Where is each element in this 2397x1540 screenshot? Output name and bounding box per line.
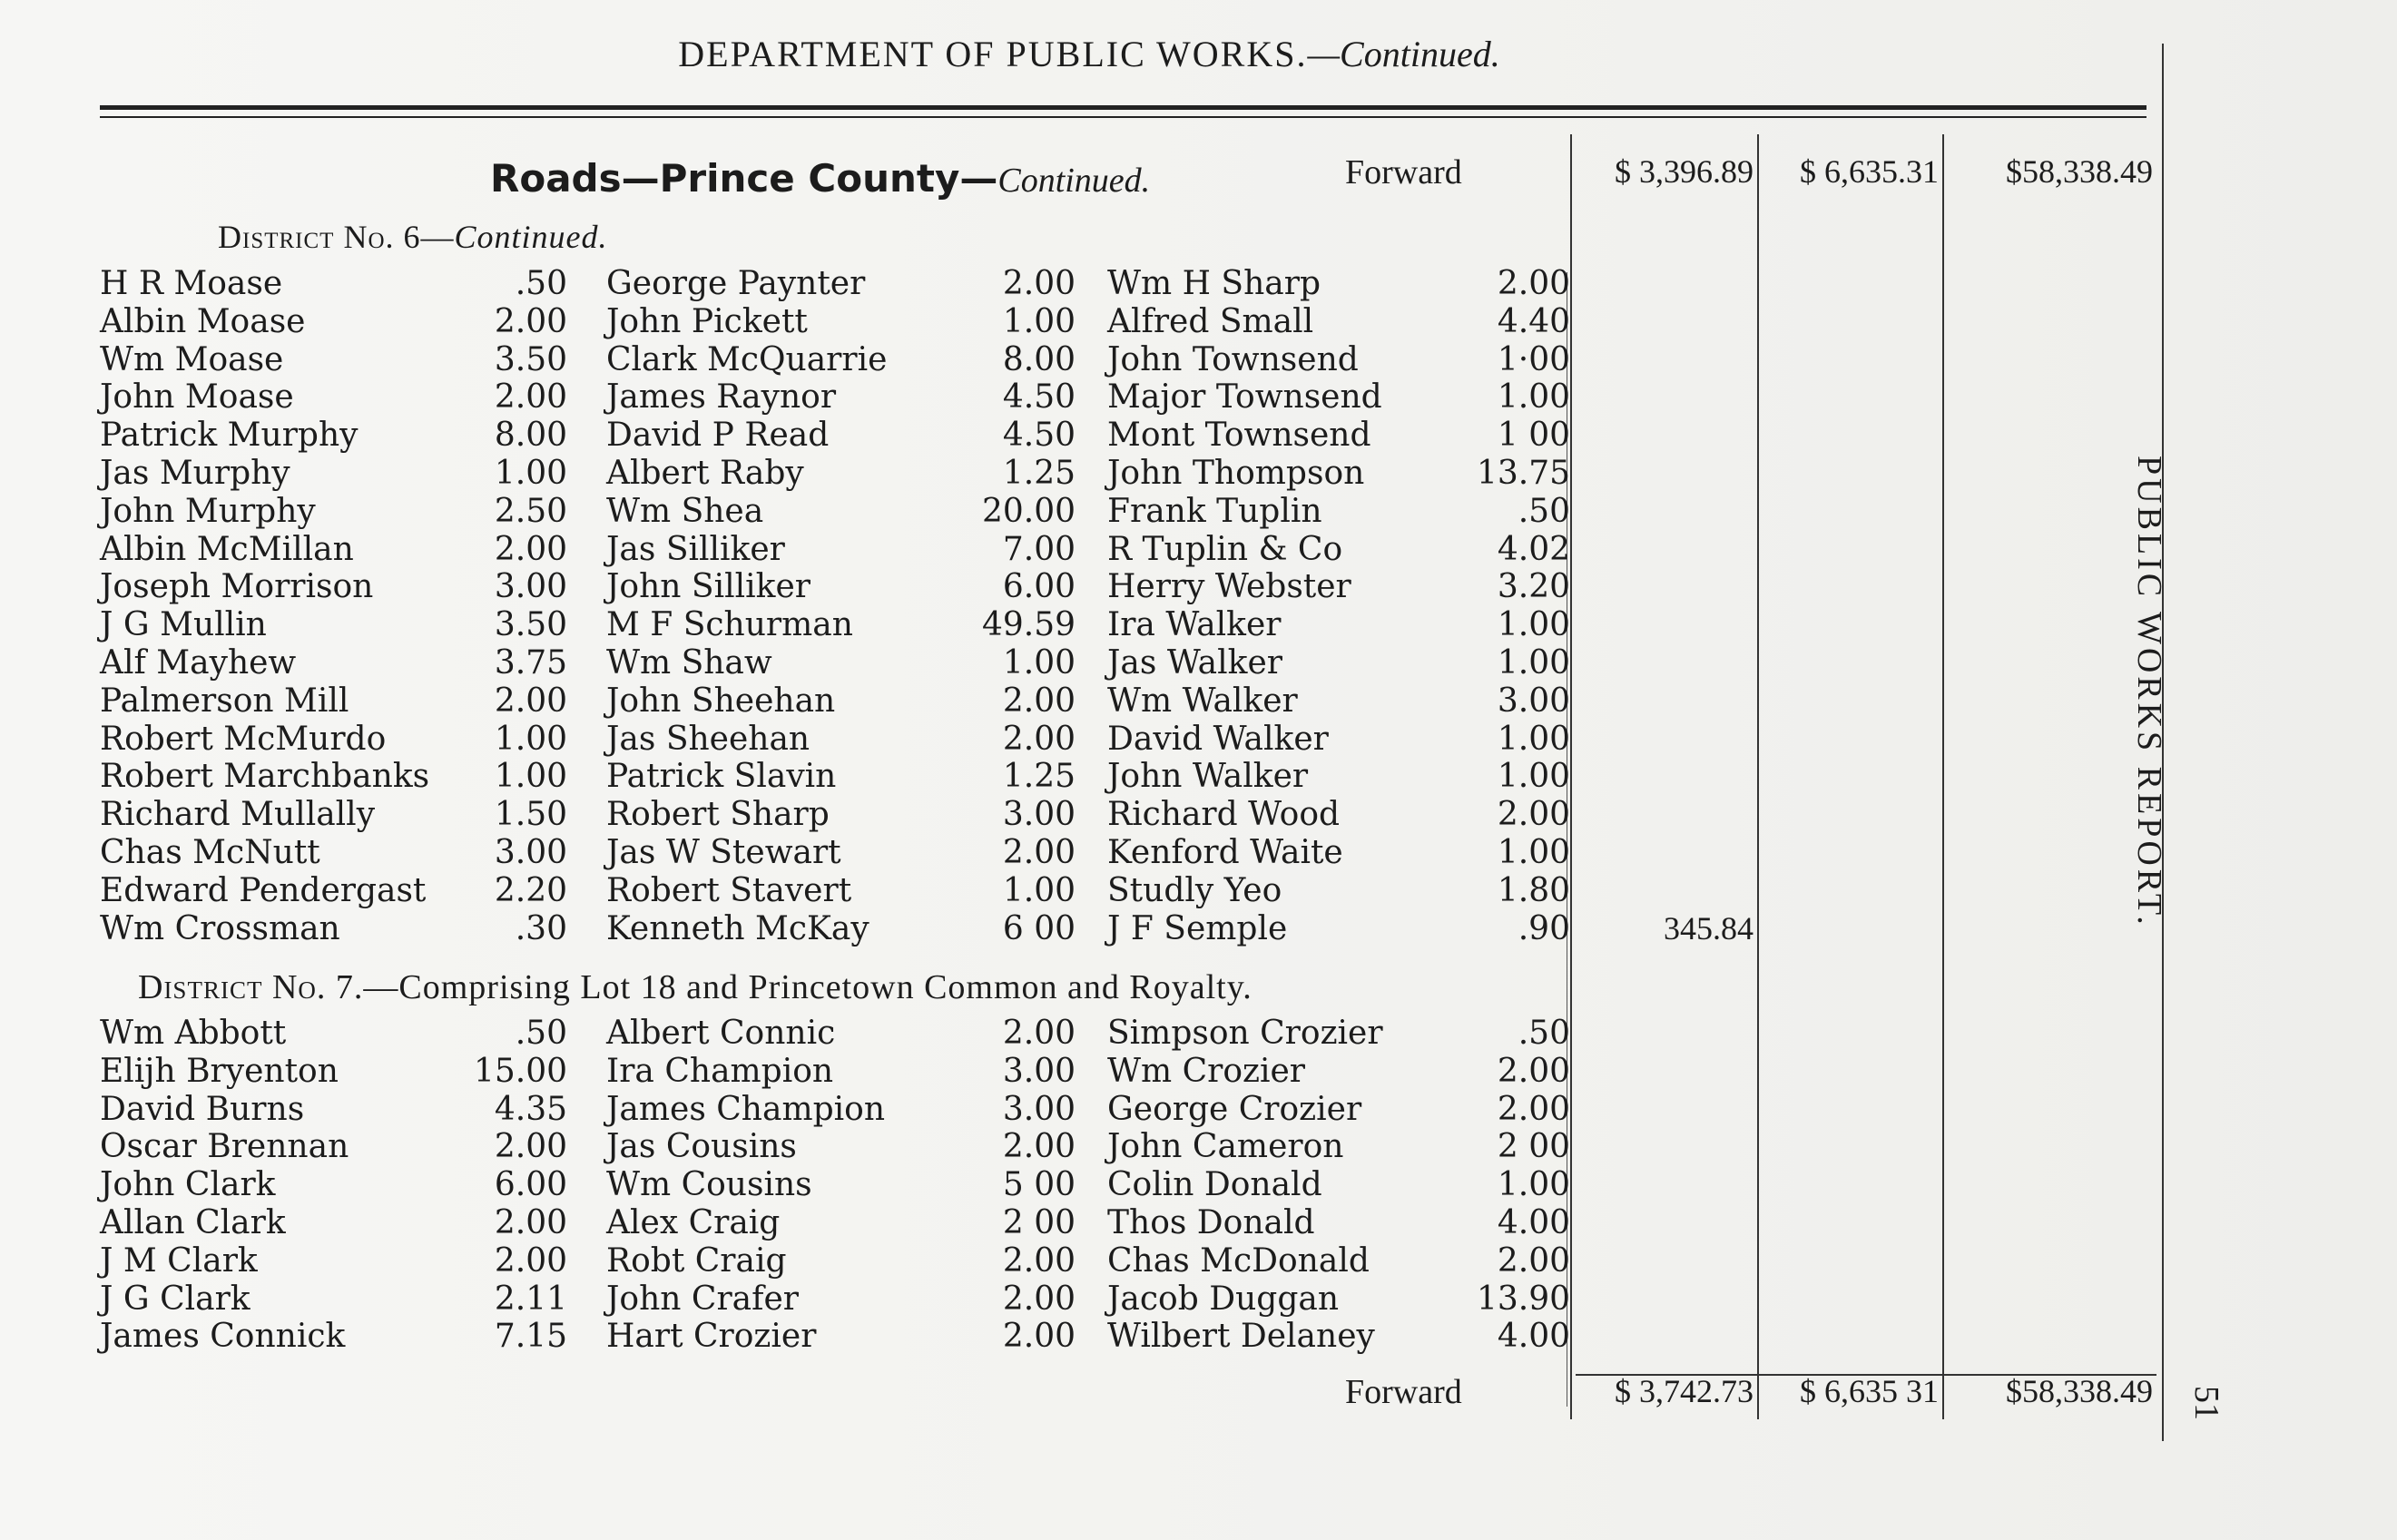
name-col-1: Jas Murphy	[100, 455, 290, 492]
amount-col-2: 4.50	[1002, 417, 1076, 455]
amount-col-1: .30	[515, 909, 567, 947]
header-rule-thick	[100, 105, 2146, 110]
table-row	[100, 340, 1570, 379]
amount-col-2: 2.00	[1002, 682, 1076, 720]
amount-col-2: 3.00	[1002, 796, 1076, 834]
amount-col-3: 3.20	[1497, 568, 1570, 606]
amount-col-3: 1.00	[1497, 378, 1570, 417]
name-col-2: M F Schurman	[606, 606, 853, 644]
name-col-1: John Clark	[100, 1166, 276, 1204]
forward-bottom-amount-3: $58,338.49	[2006, 1373, 2153, 1409]
table-row	[100, 1204, 1570, 1242]
amount-col-2: 1.00	[1002, 871, 1076, 909]
forward-label-top: Forward	[1345, 153, 1462, 191]
name-col-3: Thos Donald	[1107, 1204, 1315, 1241]
name-col-1: Joseph Morrison	[100, 568, 374, 606]
section-title-suffix: Continued.	[997, 162, 1151, 200]
name-col-2: Hart Crozier	[606, 1318, 817, 1356]
name-col-2: Jas Sheehan	[606, 720, 810, 758]
table-row	[100, 644, 1570, 682]
amount-col-3: 4.40	[1497, 302, 1570, 340]
name-col-3: Herry Webster	[1107, 568, 1351, 606]
amount-col-2: 49.59	[981, 606, 1076, 644]
district-7-label: District No. 7.	[138, 968, 364, 1006]
table-row	[100, 682, 1570, 721]
amount-col-3: 1.80	[1497, 871, 1570, 909]
table-row	[100, 265, 1570, 303]
name-col-1: J G Clark	[100, 1280, 251, 1318]
amount-col-2: 1.00	[1002, 302, 1076, 340]
table-row	[100, 720, 1570, 759]
amount-col-1: 4.35	[494, 1090, 567, 1128]
name-col-3: Simpson Crozier	[1107, 1015, 1383, 1052]
amount-col-1: 1.00	[494, 720, 567, 758]
amount-col-1: 2.20	[494, 871, 567, 909]
name-col-1: J M Clark	[100, 1241, 258, 1280]
name-col-1: Wm Crossman	[100, 909, 340, 947]
amount-col-1: 2.00	[494, 530, 567, 568]
name-col-3: John Thompson	[1107, 455, 1365, 492]
table-row	[100, 302, 1570, 341]
amount-col-2: 2.00	[1002, 1280, 1076, 1318]
name-col-2: Clark McQuarrie	[606, 340, 888, 378]
table-row	[100, 568, 1570, 606]
name-col-1: J G Mullin	[100, 606, 267, 644]
name-col-3: Major Townsend	[1107, 378, 1382, 417]
name-col-1: Wm Moase	[100, 340, 284, 378]
name-col-1: Edward Pendergast	[100, 871, 427, 909]
amount-col-1: 3.00	[494, 568, 567, 606]
name-col-1: John Murphy	[100, 492, 316, 530]
amount-col-2: 6.00	[1002, 568, 1076, 606]
amount-col-1: 1.00	[494, 455, 567, 492]
amount-col-3: 4.02	[1497, 530, 1570, 568]
page-title-text: DEPARTMENT OF PUBLIC WORKS.	[678, 34, 1308, 74]
name-col-3: George Crozier	[1107, 1090, 1362, 1128]
name-col-2: Wm Shaw	[606, 644, 772, 682]
name-col-2: Kenneth McKay	[606, 909, 869, 947]
name-col-1: Chas McNutt	[100, 834, 320, 871]
amount-col-3: 3.00	[1497, 682, 1570, 720]
amount-col-3: 2 00	[1497, 1128, 1570, 1166]
name-col-2: Patrick Slavin	[606, 758, 837, 796]
table-row	[100, 1090, 1570, 1129]
name-col-2: Wm Cousins	[606, 1166, 812, 1204]
name-col-3: John Townsend	[1107, 340, 1359, 378]
amount-col-3: 4.00	[1497, 1318, 1570, 1356]
amount-col-1: 2.00	[494, 378, 567, 417]
name-col-1: Albin McMillan	[100, 530, 354, 568]
forward-top-amount-2: $ 6,635.31	[1800, 153, 1939, 190]
table-row	[100, 796, 1570, 834]
amount-col-2: 3.00	[1002, 1052, 1076, 1090]
amount-col-3: 1 00	[1497, 417, 1570, 455]
column-rule-3	[1942, 134, 1944, 1419]
forward-bottom-amount-2: $ 6,635 31	[1800, 1373, 1939, 1409]
name-col-1: Albin Moase	[100, 302, 306, 340]
amount-col-3: 2.00	[1497, 265, 1570, 302]
amount-col-1: 1.00	[494, 758, 567, 796]
name-col-1: Robert Marchbanks	[100, 758, 430, 796]
name-col-3: Jacob Duggan	[1107, 1280, 1340, 1318]
name-col-2: Wm Shea	[606, 492, 764, 530]
amount-col-2: 1.25	[1002, 455, 1076, 492]
name-col-3: Wilbert Delaney	[1107, 1318, 1375, 1356]
amount-col-2: 4.50	[1002, 378, 1076, 417]
name-col-3: Wm Crozier	[1107, 1052, 1306, 1090]
name-col-2: Jas W Stewart	[606, 834, 841, 871]
page-number: 51	[2187, 1386, 2225, 1420]
column-rule-1	[1570, 134, 1572, 1419]
district-6-subtotal: 345.84	[1664, 910, 1754, 947]
amount-col-2: 8.00	[1002, 340, 1076, 378]
table-row	[100, 1166, 1570, 1204]
name-col-2: John Pickett	[606, 302, 808, 340]
name-col-2: Robert Sharp	[606, 796, 830, 834]
district-6-heading	[218, 218, 608, 256]
table-row	[100, 834, 1570, 872]
name-col-2: Jas Cousins	[606, 1128, 797, 1166]
name-col-2: Albert Raby	[606, 455, 804, 492]
table-row	[100, 758, 1570, 796]
name-col-3: Richard Wood	[1107, 796, 1341, 834]
amount-col-2: 1.25	[1002, 758, 1076, 796]
name-col-3: John Cameron	[1107, 1128, 1344, 1166]
amount-col-3: .50	[1518, 1015, 1570, 1052]
amount-col-1: 3.00	[494, 834, 567, 871]
section-title	[490, 156, 1150, 201]
name-col-1: Alf Mayhew	[100, 644, 297, 682]
amount-col-3: 2.00	[1497, 796, 1570, 834]
amount-col-3: 1.00	[1497, 644, 1570, 682]
name-col-3: David Walker	[1107, 720, 1329, 758]
name-col-3: Alfred Small	[1107, 302, 1314, 340]
amount-col-3: 2.00	[1497, 1052, 1570, 1090]
amount-col-3: 13.90	[1476, 1280, 1570, 1318]
district-7-suffix: —Comprising Lot 18 and Princetown Common and Royalty.	[363, 968, 1253, 1006]
name-col-2: James Champion	[606, 1090, 886, 1128]
name-col-2: David P Read	[606, 417, 830, 455]
name-col-2: Robt Craig	[606, 1241, 787, 1280]
amount-col-2: 3.00	[1002, 1090, 1076, 1128]
amount-col-2: 2.00	[1002, 1318, 1076, 1356]
name-col-1: Richard Mullally	[100, 796, 376, 834]
page-title	[0, 33, 2178, 75]
amount-col-1: 2.00	[494, 1241, 567, 1280]
name-col-3: Colin Donald	[1107, 1166, 1322, 1204]
name-col-3: Wm H Sharp	[1107, 265, 1321, 302]
name-col-2: Alex Craig	[606, 1204, 781, 1241]
amount-col-2: 2.00	[1002, 1128, 1076, 1166]
amount-col-1: 3.75	[494, 644, 567, 682]
name-col-1: John Moase	[100, 378, 294, 417]
amount-col-2: 5 00	[1002, 1166, 1076, 1204]
forward-top-amount-1: $ 3,396.89	[1615, 153, 1754, 190]
amount-col-2: 1.00	[1002, 644, 1076, 682]
name-col-3: John Walker	[1107, 758, 1309, 796]
name-col-3: J F Semple	[1107, 909, 1288, 947]
amount-col-3: 13.75	[1476, 455, 1570, 492]
amount-col-3: 1.00	[1497, 758, 1570, 796]
amount-col-3: 2.00	[1497, 1241, 1570, 1280]
table-row	[100, 1052, 1570, 1091]
amount-col-1: 1.50	[494, 796, 567, 834]
name-col-2: John Sheehan	[606, 682, 836, 720]
name-col-1: Oscar Brennan	[100, 1128, 349, 1166]
table-row	[100, 455, 1570, 493]
section-title-text: Roads—Prince County—	[490, 156, 998, 201]
name-col-2: Jas Silliker	[606, 530, 785, 568]
table-row	[100, 1280, 1570, 1319]
name-col-3: Mont Townsend	[1107, 417, 1371, 455]
name-col-2: John Crafer	[606, 1280, 799, 1318]
amount-col-1: 2.00	[494, 1204, 567, 1241]
district-7-heading	[138, 967, 1253, 1007]
header-rule-thin	[100, 116, 2146, 118]
district-6-label: District No. 6—	[218, 219, 455, 255]
amount-col-3: 1.00	[1497, 1166, 1570, 1204]
name-col-1: James Connick	[100, 1318, 346, 1356]
side-title: PUBLIC WORKS REPORT.	[2130, 456, 2168, 928]
amount-col-3: .50	[1518, 492, 1570, 530]
name-col-3: Studly Yeo	[1107, 871, 1282, 909]
amount-col-2: 20.00	[981, 492, 1076, 530]
table-row	[100, 378, 1570, 417]
district-6-suffix: Continued.	[454, 219, 608, 255]
forward-bottom-amount-1: $ 3,742.73	[1615, 1373, 1754, 1409]
name-col-3: Kenford Waite	[1107, 834, 1343, 871]
table-row	[100, 606, 1570, 644]
table-row	[100, 909, 1570, 948]
name-col-2: James Raynor	[606, 378, 837, 417]
amount-col-2: 2.00	[1002, 720, 1076, 758]
amount-col-2: 2.00	[1002, 1241, 1076, 1280]
name-col-1: Patrick Murphy	[100, 417, 359, 455]
amount-col-1: 15.00	[473, 1052, 567, 1090]
amount-col-3: .90	[1518, 909, 1570, 947]
amount-col-1: 8.00	[494, 417, 567, 455]
amount-col-2: 2.00	[1002, 265, 1076, 302]
amount-col-3: 2.00	[1497, 1090, 1570, 1128]
table-row	[100, 871, 1570, 910]
amount-col-1: 7.15	[494, 1318, 567, 1356]
name-col-3: Wm Walker	[1107, 682, 1298, 720]
amount-col-3: 4.00	[1497, 1204, 1570, 1241]
table-row	[100, 1241, 1570, 1280]
forward-label-bottom: Forward	[1345, 1373, 1462, 1411]
amount-col-1: 2.11	[494, 1280, 567, 1318]
name-col-1: Robert McMurdo	[100, 720, 387, 758]
page-title-suffix: —Continued.	[1307, 34, 1500, 74]
amount-col-2: 6 00	[1002, 909, 1076, 947]
amount-col-1: 6.00	[494, 1166, 567, 1204]
name-col-1: Elijh Bryenton	[100, 1052, 339, 1090]
table-row	[100, 417, 1570, 455]
column-rule-2	[1757, 134, 1759, 1419]
name-col-1: David Burns	[100, 1090, 305, 1128]
amount-col-1: 2.00	[494, 1128, 567, 1166]
amount-col-1: 3.50	[494, 340, 567, 378]
amount-col-3: 1·00	[1497, 340, 1570, 378]
name-col-3: Ira Walker	[1107, 606, 1282, 644]
amount-col-1: .50	[515, 265, 567, 302]
name-col-2: Robert Stavert	[606, 871, 852, 909]
name-col-1: Wm Abbott	[100, 1015, 287, 1052]
forward-top-amount-3: $58,338.49	[2006, 153, 2153, 190]
name-col-2: John Silliker	[606, 568, 810, 606]
name-col-1: Palmerson Mill	[100, 682, 349, 720]
amount-col-3: 1.00	[1497, 606, 1570, 644]
name-col-1: Allan Clark	[100, 1204, 286, 1241]
name-col-3: Frank Tuplin	[1107, 492, 1322, 530]
name-col-3: Chas McDonald	[1107, 1241, 1370, 1280]
amount-col-1: 3.50	[494, 606, 567, 644]
amount-col-1: .50	[515, 1015, 567, 1052]
name-col-2: Albert Connic	[606, 1015, 836, 1052]
name-col-3: Jas Walker	[1107, 644, 1282, 682]
amount-col-1: 2.00	[494, 302, 567, 340]
amount-col-1: 2.50	[494, 492, 567, 530]
name-col-2: George Paynter	[606, 265, 866, 302]
name-col-1: H R Moase	[100, 265, 283, 302]
table-row	[100, 1318, 1570, 1356]
amount-col-2: 2.00	[1002, 1015, 1076, 1052]
amount-col-1: 2.00	[494, 682, 567, 720]
table-row	[100, 1015, 1570, 1053]
amount-col-3: 1.00	[1497, 720, 1570, 758]
amount-col-2: 7.00	[1002, 530, 1076, 568]
table-row	[100, 1128, 1570, 1166]
name-col-2: Ira Champion	[606, 1052, 834, 1090]
table-row	[100, 492, 1570, 531]
table-row	[100, 530, 1570, 569]
amount-col-2: 2.00	[1002, 834, 1076, 871]
name-col-3: R Tuplin & Co	[1107, 530, 1343, 568]
amount-col-3: 1.00	[1497, 834, 1570, 871]
amount-col-2: 2 00	[1002, 1204, 1076, 1241]
